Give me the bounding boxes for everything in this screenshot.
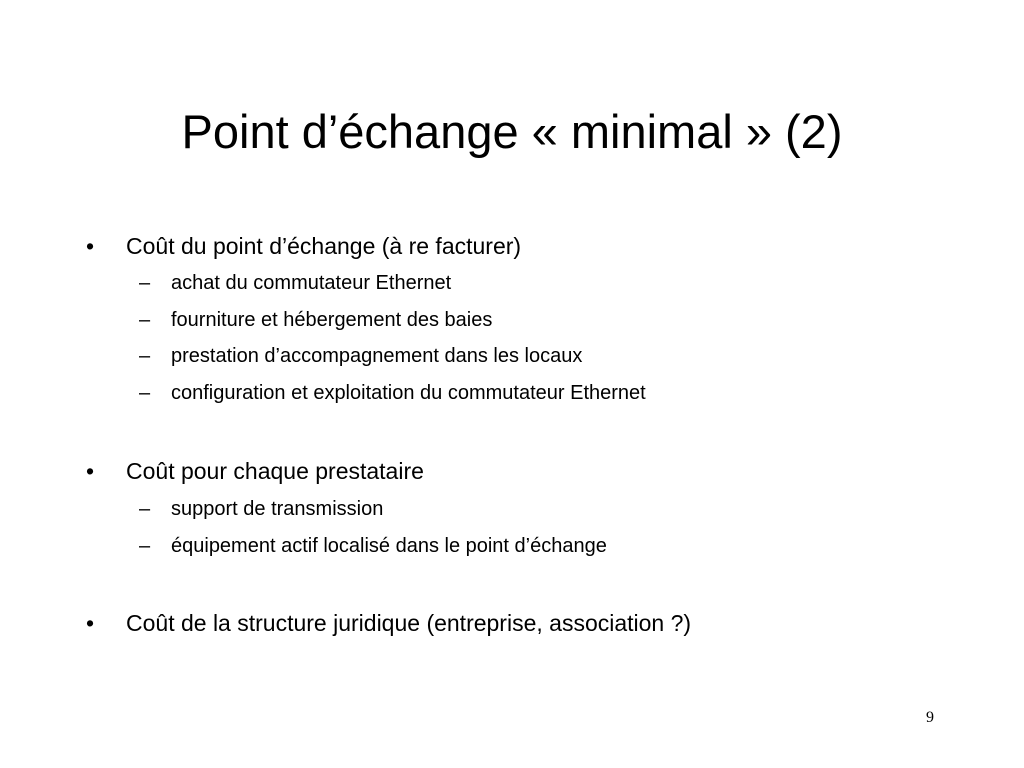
sub-item — [139, 496, 383, 522]
bullet-marker: • — [86, 610, 95, 636]
page-number: 9 — [926, 709, 934, 726]
sub-item — [139, 307, 492, 333]
bullet-item-cost-exchange-point — [86, 231, 521, 261]
dash-marker: – — [139, 498, 151, 520]
bullet-marker: • — [86, 233, 95, 259]
dash-marker: – — [139, 309, 151, 331]
sub-item — [139, 380, 646, 406]
sub-item-text: configuration et exploitation du commutateur Ethernet — [171, 382, 646, 404]
dash-marker: – — [139, 272, 151, 294]
bullet-item-legal-structure — [86, 608, 691, 638]
bullet-text: Coût du point d’échange (à re facturer) — [126, 233, 522, 259]
sub-item — [139, 533, 607, 559]
sub-item-text: support de transmission — [171, 498, 384, 520]
bullet-text: Coût de la structure juridique (entreprise, association ?) — [126, 610, 692, 636]
bullet-marker: • — [86, 458, 95, 484]
sub-item-text: fourniture et hébergement des baies — [171, 309, 493, 331]
sub-item-text: prestation d’accompagnement dans les locaux — [171, 345, 583, 367]
bullet-text: Coût pour chaque prestataire — [126, 458, 424, 484]
dash-marker: – — [139, 535, 151, 557]
sub-item-text: achat du commutateur Ethernet — [171, 272, 452, 294]
slide-title: Point d’échange « minimal » (2) — [181, 105, 843, 158]
sub-item — [139, 270, 451, 296]
sub-item — [139, 343, 582, 369]
sub-item-text: équipement actif localisé dans le point d’échange — [171, 535, 607, 557]
dash-marker: – — [139, 345, 151, 367]
bullet-item-cost-per-provider — [86, 456, 424, 486]
dash-marker: – — [139, 382, 151, 404]
